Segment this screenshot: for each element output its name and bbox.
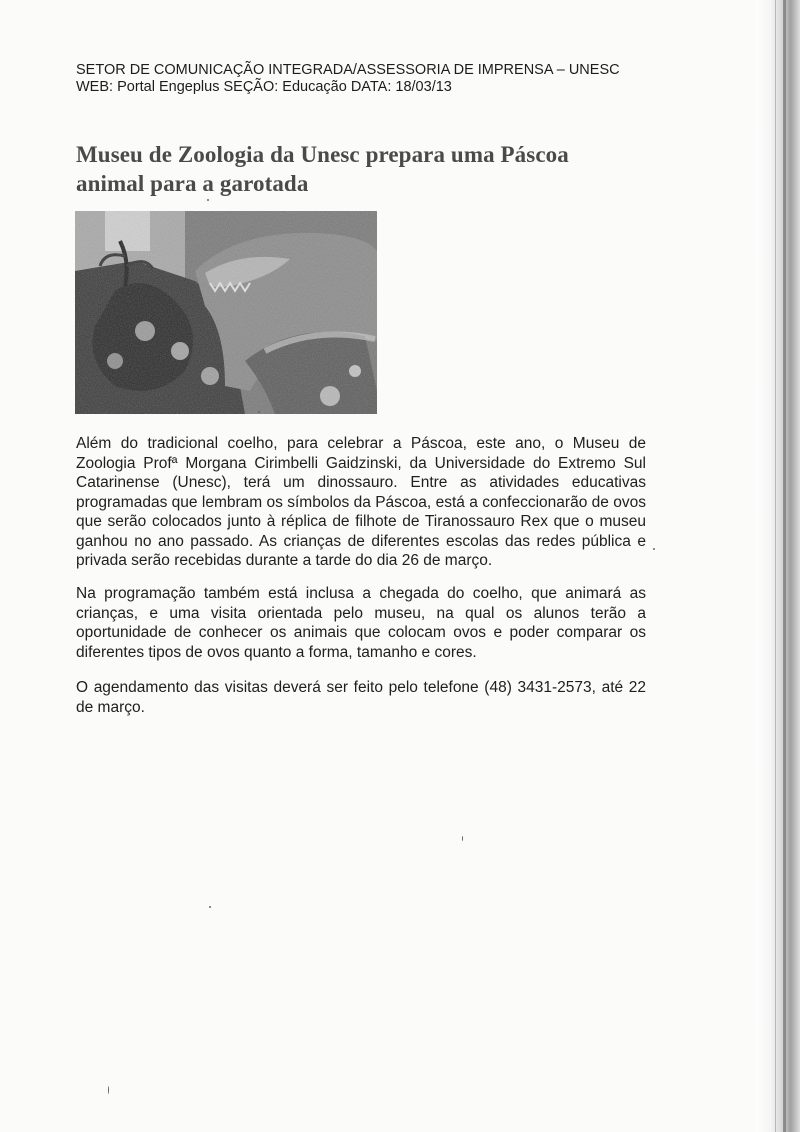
scan-speck (108, 1086, 109, 1094)
header-department-line: SETOR DE COMUNICAÇÃO INTEGRADA/ASSESSORIA DE IMPRENSA – UNESC (76, 62, 620, 78)
scanner-edge-line (783, 0, 786, 1132)
article-paragraph-2: Na programação também está inclusa a chegada do coelho, que animará as crianças, e uma visita orientada pelo museu, na qual os alunos terão a oportunidade de conhecer os animais que colocam ovos e poder comparar os diferentes tipos de ovos quanto a forma, tamanho e cores. (76, 585, 646, 661)
scanner-edge-shadow (756, 0, 800, 1132)
photo-grayscale-illustration (75, 211, 377, 414)
article-photo-dinosaur-replica (75, 211, 377, 414)
scan-speck (462, 836, 463, 841)
header-source-line: WEB: Portal Engeplus SEÇÃO: Educação DATA: 18/03/13 (76, 79, 452, 95)
press-office-header (76, 62, 676, 96)
scan-speck (207, 199, 209, 201)
scan-speck (653, 548, 655, 550)
article-paragraph-3: O agendamento das visitas deverá ser feito pelo telefone (48) 3431-2573, até 22 de março. (76, 679, 646, 716)
scan-speck (209, 906, 211, 908)
scan-speck (258, 411, 260, 413)
article-paragraph-1: Além do tradicional coelho, para celebrar a Páscoa, este ano, o Museu de Zoologia Profª Morgana Cirimbelli Gaidzinski, da Universidade do Extremo Sul Catarinense (Unesc), terá um dinossauro. Entre as atividades educativas programadas que lembram os símbolos da Páscoa, está a confeccionarão de ovos que serão colocados junto à réplica de filhote de Tiranossauro Rex que o museu ganhou no ano passado. As crianças de diferentes escolas das redes pública e privada serão recebidas durante a tarde do dia 26 de março. (76, 435, 646, 569)
scanner-edge-line-thin (775, 0, 776, 1132)
article-title: Museu de Zoologia da Unesc prepara uma Páscoa animal para a garotada (76, 142, 569, 196)
